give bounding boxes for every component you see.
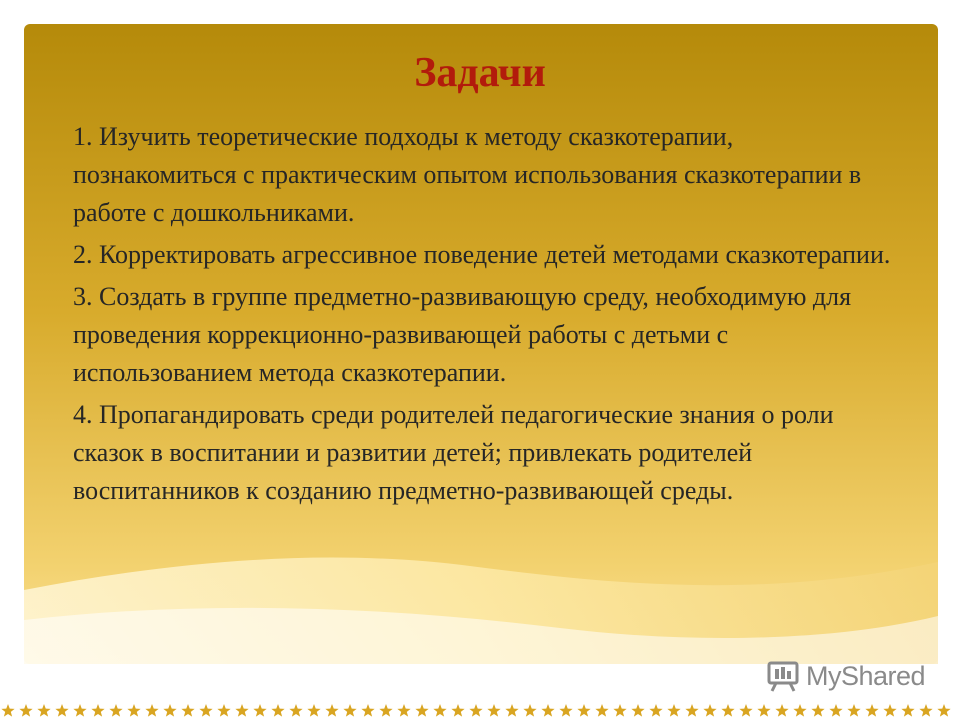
star-icon bbox=[415, 704, 428, 717]
star-icon bbox=[91, 704, 104, 717]
star-icon bbox=[559, 704, 572, 717]
star-icon bbox=[253, 704, 266, 717]
star-icon bbox=[505, 704, 518, 717]
star-icon bbox=[181, 704, 194, 717]
watermark-text: MyShared bbox=[806, 660, 926, 691]
star-icon bbox=[451, 704, 464, 717]
star-icon bbox=[37, 704, 50, 717]
star-icon bbox=[433, 704, 446, 717]
star-icon bbox=[577, 704, 590, 717]
star-icon bbox=[595, 704, 608, 717]
star-icon bbox=[919, 704, 932, 717]
star-icon bbox=[361, 704, 374, 717]
star-icon bbox=[271, 704, 284, 717]
task-item-2: 2. Корректировать агрессивное поведение детей методами сказкотерапии. bbox=[73, 240, 891, 269]
star-icon bbox=[73, 704, 86, 717]
star-icon bbox=[541, 704, 554, 717]
star-icon bbox=[847, 704, 860, 717]
star-icon bbox=[55, 704, 68, 717]
presentation-board-icon bbox=[766, 659, 800, 693]
star-icon bbox=[109, 704, 122, 717]
star-icon bbox=[667, 704, 680, 717]
star-icon bbox=[883, 704, 896, 717]
star-icon bbox=[685, 704, 698, 717]
star-icon bbox=[649, 704, 662, 717]
task-list bbox=[73, 118, 903, 514]
star-icon bbox=[199, 704, 212, 717]
task-item-1: 1. Изучить теоретические подходы к методу сказкотерапии, познакомиться с практическим опытом использования сказкотерапии в работе с дошкольниками. bbox=[73, 122, 862, 227]
star-icon bbox=[775, 704, 788, 717]
slide-title: Задачи bbox=[414, 50, 546, 96]
star-icon bbox=[811, 704, 824, 717]
star-icon bbox=[1, 704, 14, 717]
star-icon bbox=[343, 704, 356, 717]
star-icon bbox=[397, 704, 410, 717]
star-icon bbox=[235, 704, 248, 717]
star-icon bbox=[721, 704, 734, 717]
watermark bbox=[766, 656, 925, 696]
star-icon bbox=[739, 704, 752, 717]
star-icon bbox=[865, 704, 878, 717]
task-item-4: 4. Пропагандировать среди родителей педагогические знания о роли сказок в воспитании и развитии детей; привлекать родителей воспитанников к созданию предметно-развивающей среды. bbox=[73, 400, 834, 505]
star-icon bbox=[127, 704, 140, 717]
star-icon bbox=[307, 704, 320, 717]
star-icon bbox=[631, 704, 644, 717]
star-icon bbox=[163, 704, 176, 717]
star-icon bbox=[937, 704, 950, 717]
star-icon bbox=[289, 704, 302, 717]
star-icon bbox=[829, 704, 842, 717]
star-icon bbox=[901, 704, 914, 717]
star-icon bbox=[145, 704, 158, 717]
task-item-3: 3. Создать в группе предметно-развивающую среду, необходимую для проведения коррекционно-развивающей работы с детьми с использованием метода сказкотерапии. bbox=[73, 282, 852, 387]
star-icon bbox=[523, 704, 536, 717]
star-icon bbox=[217, 704, 230, 717]
star-icon bbox=[793, 704, 806, 717]
star-icon bbox=[379, 704, 392, 717]
star-icon bbox=[613, 704, 626, 717]
star-icon bbox=[487, 704, 500, 717]
star-icon bbox=[757, 704, 770, 717]
star-icon bbox=[703, 704, 716, 717]
decorative-star-border bbox=[0, 702, 960, 720]
star-icon bbox=[325, 704, 338, 717]
star-icon bbox=[19, 704, 32, 717]
star-icon bbox=[469, 704, 482, 717]
